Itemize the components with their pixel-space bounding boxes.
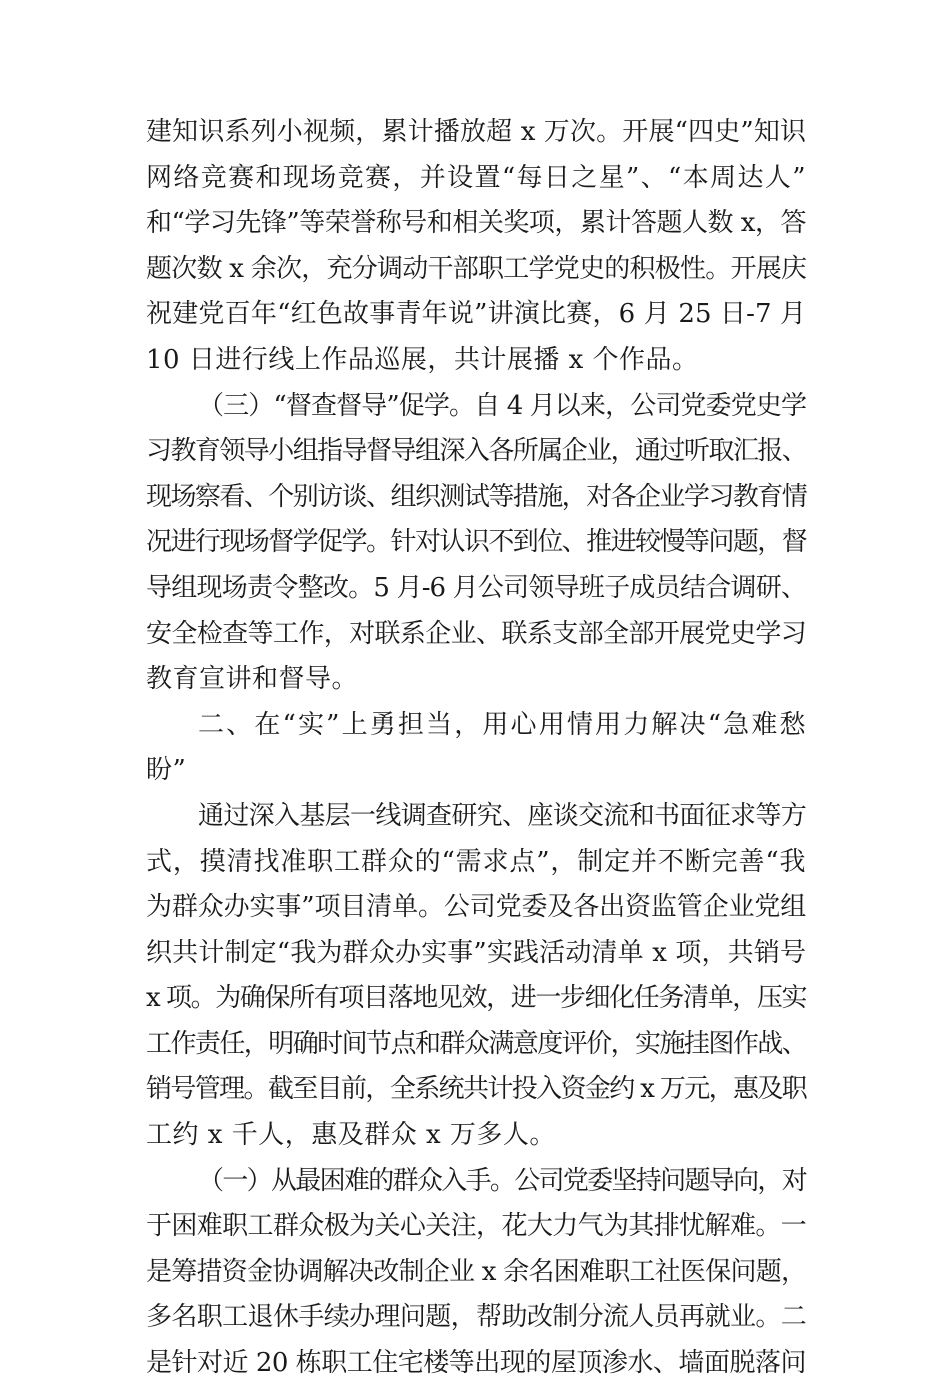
text-line: 况进行现场督学促学。针对认识不到位、推进较慢等问题，督 — [146, 527, 806, 558]
text-line: 销号管理。截至目前，全系统共计投入资金约 x 万元，惠及职 — [146, 1074, 806, 1105]
text-line: 和“学习先锋”等荣誉称号和相关奖项，累计答题人数 x，答 — [146, 208, 806, 239]
text-line: 习教育领导小组指导督导组深入各所属企业，通过听取汇报、 — [146, 436, 806, 467]
text-line: 导组现场责令整改。5 月-6 月公司领导班子成员结合调研、 — [146, 572, 806, 603]
text-line: 题次数 x 余次，充分调动干部职工学党史的积极性。开展庆 — [146, 253, 807, 284]
text-line: 网络竞赛和现场竞赛，并设置“每日之星”、“本周达人” — [146, 162, 806, 193]
text-line: 10 日进行线上作品巡展，共计展播 x 个作品。 — [146, 344, 699, 375]
text-line: 是筹措资金协调解决改制企业 x 余名困难职工社医保问题， — [146, 1256, 807, 1287]
text-line: 祝建党百年“红色故事青年说”讲演比赛，6 月 25 日-7 月 — [146, 299, 806, 330]
text-line: （三）“督查督导”促学。自 4 月以来，公司党委党史学 — [198, 390, 806, 421]
text-line: （一）从最困难的群众入手。公司党委坚持问题导向，对 — [198, 1165, 806, 1196]
text-line: 盼” — [146, 755, 187, 786]
text-line: 是针对近 20 栋职工住宅楼等出现的屋顶渗水、墙面脱落问 — [146, 1348, 806, 1379]
text-line: 工约 x 千人，惠及群众 x 万多人。 — [146, 1120, 556, 1151]
text-line: 安全检查等工作，对联系企业、联系支部全部开展党史学习 — [146, 618, 806, 649]
text-line: 织共计制定“我为群众办实事”实践活动清单 x 项，共销号 — [146, 937, 806, 968]
text-line: 建知识系列小视频，累计播放超 x 万次。开展“四史”知识 — [146, 117, 806, 147]
text-line: 多名职工退休手续办理问题，帮助改制分流人员再就业。二 — [146, 1302, 806, 1333]
text-line: x 项。为确保所有项目落地见效，进一步细化任务清单，压实 — [146, 983, 806, 1014]
text-line: 工作责任，明确时间节点和群众满意度评价，实施挂图作战、 — [146, 1028, 806, 1059]
text-line: 现场察看、个别访谈、组织测试等措施，对各企业学习教育情 — [146, 481, 806, 512]
text-line: 于困难职工群众极为关心关注，花大力气为其排忧解难。一 — [146, 1211, 806, 1242]
text-line: 通过深入基层一线调查研究、座谈交流和书面征求等方 — [198, 800, 806, 831]
text-line: 为群众办实事”项目清单。公司党委及各出资监管企业党组 — [146, 892, 806, 923]
text-line: 式，摸清找准职工群众的“需求点”，制定并不断完善“我 — [146, 846, 806, 877]
text-line: 教育宣讲和督导。 — [146, 664, 359, 695]
text-line: 二、在“实”上勇担当，用心用情用力解决“急难愁 — [198, 709, 806, 740]
document-body — [146, 110, 806, 1387]
